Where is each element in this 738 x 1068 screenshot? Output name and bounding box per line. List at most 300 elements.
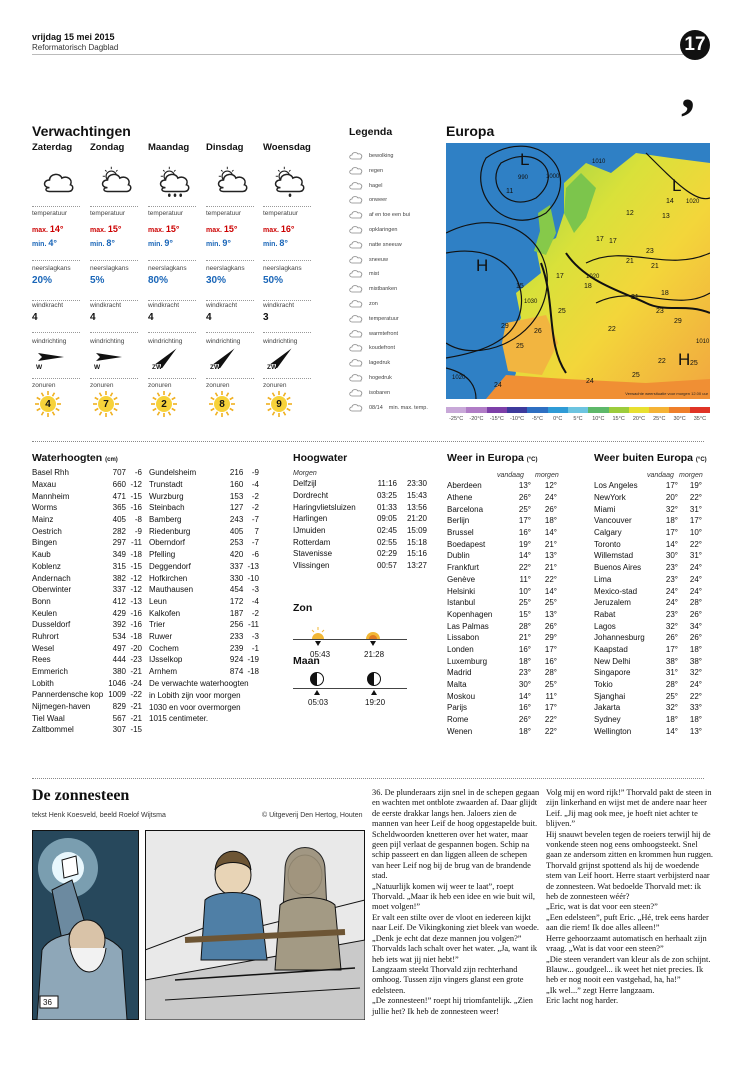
table-cell: Kaub: [32, 550, 51, 560]
table-cell: Harlingen: [293, 514, 328, 524]
weer-buiten-title-text: Weer buiten Europa: [594, 452, 693, 464]
forecast-day-name: Woensdag: [263, 142, 311, 153]
table-cell: -1: [251, 643, 259, 653]
table-cell: -20: [130, 643, 142, 653]
table-cell: Rotterdam: [293, 537, 331, 547]
table-row: [149, 572, 259, 584]
table-cell: 17°: [689, 516, 702, 526]
weer-buiten-title: [594, 452, 707, 464]
table-row: [149, 607, 259, 619]
table-row: [149, 584, 259, 596]
table-row: [32, 467, 142, 479]
wind-force-label: windkracht: [32, 302, 64, 309]
table-cell: Leun: [149, 596, 167, 606]
table-cell: Genève: [447, 574, 476, 584]
table-cell: 24°: [689, 586, 702, 596]
table-cell: Nijmegen-haven: [32, 702, 91, 712]
sun-shower-icon: [349, 210, 363, 220]
moonrise-time: 05:03: [308, 698, 329, 707]
sun-hours-value: 7: [103, 398, 109, 410]
table-cell: -23: [130, 655, 142, 665]
table-row: [447, 632, 561, 644]
legend-label: hagel: [369, 182, 383, 189]
scale-label: -25°C: [449, 416, 464, 422]
scale-swatch: [446, 407, 466, 413]
sun-rain-icon: [156, 164, 194, 198]
low-pressure-marker: L: [520, 150, 530, 169]
forecast-divider: [206, 378, 254, 379]
table-cell: Sydney: [594, 715, 621, 725]
legend-item: [349, 254, 388, 266]
page-number: 17: [680, 30, 710, 60]
scale-swatch: [507, 407, 527, 413]
table-cell: 24°: [544, 493, 557, 503]
story-paragraph: „Die steen verandert van kleur als de zon schijnt. Blauw... goudgeel... ik weet het niet precies. Ik heb er nog nooit een vastgehad, ha, ha!”: [546, 954, 711, 985]
table-row: [447, 655, 561, 667]
table-row: [594, 667, 706, 679]
isobar-label: 1030: [524, 299, 538, 305]
table-cell: 28°: [544, 668, 557, 678]
map-temperature-label: 24: [586, 378, 594, 385]
table-row: [447, 492, 561, 504]
story-paragraph: „Een edelsteen”, puft Eric. „Hé, trek eens harder aan die riem! Ik doe alles alleen!”: [546, 912, 709, 933]
table-cell: 16°: [544, 656, 557, 666]
isobar-label: 1000: [546, 174, 560, 180]
table-cell: -11: [131, 538, 142, 548]
table-cell: 22°: [544, 574, 557, 584]
table-cell: -18: [130, 631, 142, 641]
table-cell: 22°: [544, 715, 557, 725]
legend-label: mistbanken: [369, 286, 398, 293]
table-row: [594, 515, 706, 527]
table-cell: 567: [112, 713, 126, 723]
table-row: [447, 550, 561, 562]
isobar-label: 1020: [686, 199, 700, 205]
table-cell: 31°: [689, 551, 702, 561]
table-cell: IJmuiden: [293, 526, 326, 536]
table-cell: 17°: [665, 481, 678, 491]
story-paragraph: Thorvalds lach schalt over het water. „Ja, want ik heb iets wat jij niet hebt!”: [372, 944, 538, 964]
table-row: [293, 478, 439, 490]
table-cell: -2: [251, 608, 259, 618]
table-cell: 7: [254, 526, 259, 536]
table-cell: 22°: [544, 726, 557, 736]
note-line: De verwachte waterhoogten: [149, 679, 249, 689]
table-cell: 11°: [519, 574, 531, 584]
table-cell: 330: [229, 573, 244, 583]
comic-title: De zonnesteen: [32, 787, 130, 804]
comic-panel-2: [145, 830, 365, 1020]
table-cell: 28°: [689, 598, 702, 608]
scale-label: 10°C: [592, 416, 605, 422]
table-row: [447, 679, 561, 691]
table-row: [149, 514, 259, 526]
min-prefix: min.: [32, 241, 49, 248]
table-cell: Wellington: [594, 726, 632, 736]
section-separator: [32, 778, 704, 779]
table-row: [149, 549, 259, 561]
table-row: [32, 596, 142, 608]
table-cell: 256: [229, 620, 244, 630]
map-temperature-label: 14: [666, 198, 674, 205]
sun-hours-label: zonuren: [148, 382, 172, 389]
moonset-marker-icon: [371, 690, 377, 695]
table-cell: 10°: [518, 586, 531, 596]
table-row: [149, 619, 259, 631]
table-cell: -15: [130, 725, 142, 735]
story-paragraph: Herre gehoorzaamt automatisch en herhaalt zijn vraag. „Wat is dat voor een steen?”: [546, 933, 707, 954]
forecast-day-column: [206, 142, 262, 412]
table-row: [594, 690, 706, 702]
table-cell: 14°: [518, 691, 531, 701]
forecast-divider: [148, 206, 196, 207]
rain-chance-label: neerslagkans: [148, 265, 187, 272]
legend-label: min. max. temp.: [388, 404, 428, 411]
table-row: [594, 480, 706, 492]
table-cell: -13: [130, 596, 142, 606]
thunder-icon: [349, 195, 363, 205]
table-cell: 29°: [544, 633, 557, 643]
rain-chance-label: neerslagkans: [90, 265, 129, 272]
wind-direction-label: windrichting: [90, 338, 125, 345]
table-cell: Rome: [447, 715, 469, 725]
table-cell: Miami: [594, 504, 616, 514]
table-cell: 26°: [518, 715, 531, 725]
legend-label: isobaren: [369, 389, 391, 396]
table-cell: 18°: [665, 715, 678, 725]
table-cell: 23°: [665, 563, 678, 573]
table-cell: 15:16: [406, 549, 427, 559]
moonrise-icon: [310, 672, 324, 686]
table-cell: -19: [247, 655, 259, 665]
table-cell: Singapore: [594, 668, 631, 678]
table-cell: -21: [130, 713, 142, 723]
forecast-divider: [148, 378, 196, 379]
table-cell: Jakarta: [594, 703, 621, 713]
table-cell: Dublin: [447, 551, 470, 561]
table-cell: Berlijn: [447, 516, 470, 526]
comic-copyright: © Uitgeverij Den Hertog, Houten: [262, 812, 363, 819]
hail-icon: [349, 181, 363, 191]
wind-direction-label: windrichting: [32, 338, 67, 345]
forecast-divider: [90, 260, 138, 261]
table-cell: New Delhi: [594, 656, 631, 666]
table-cell: Parijs: [447, 703, 468, 713]
max-prefix: max.: [90, 227, 108, 234]
table-cell: 31°: [665, 668, 678, 678]
max-temperature: [263, 224, 295, 234]
min-temperature: [148, 238, 173, 248]
table-row: [447, 503, 561, 515]
table-cell: Londen: [447, 644, 474, 654]
table-row: [447, 562, 561, 574]
table-cell: 23°: [518, 668, 531, 678]
table-cell: 26°: [689, 609, 702, 619]
maan-title: Maan: [293, 655, 320, 667]
table-cell: Mannheim: [32, 491, 70, 501]
legend-item: [349, 194, 387, 206]
weer-buiten-header-today: vandaag: [647, 472, 674, 479]
wind-force-value: 3: [263, 312, 269, 323]
high-pressure-marker: H: [476, 256, 489, 275]
legend-item: [349, 239, 402, 251]
table-row: [149, 502, 259, 514]
map-temperature-label: 25: [516, 343, 524, 350]
table-cell: 497: [112, 643, 126, 653]
sun-hours-label: zonuren: [206, 382, 230, 389]
scale-label: 5°C: [573, 416, 583, 422]
table-cell: 412: [112, 596, 126, 606]
table-cell: -9: [251, 468, 259, 478]
legend-item: [349, 165, 383, 177]
forecast-divider: [148, 260, 196, 261]
map-temperature-label: 15: [516, 283, 524, 290]
map-temperature-label: 25: [558, 308, 566, 315]
table-cell: 337: [112, 585, 126, 595]
table-cell: 21°: [544, 539, 557, 549]
table-cell: -8: [134, 515, 142, 525]
forecast-divider: [90, 206, 138, 207]
table-cell: -6: [251, 550, 259, 560]
hoogwater-title: Hoogwater: [293, 452, 348, 464]
legend-item: [349, 372, 392, 384]
scale-swatch: [487, 407, 507, 413]
table-cell: Calgary: [594, 528, 622, 538]
table-cell: Kalkofen: [149, 608, 181, 618]
table-cell: Bamberg: [149, 515, 182, 525]
forecast-divider: [32, 260, 80, 261]
wind-force-label: windkracht: [263, 302, 295, 309]
waterhoogten-unit: (cm): [105, 457, 118, 463]
table-row: [293, 560, 439, 572]
rain-chance-label: neerslagkans: [263, 265, 302, 272]
high-pressure-marker: H: [678, 350, 691, 369]
table-row: [32, 701, 142, 713]
scale-label: 30°C: [673, 416, 686, 422]
min-prefix: min.: [206, 241, 223, 248]
sun-icon: [349, 299, 363, 309]
table-cell: -12: [130, 573, 142, 583]
temperature-scale-labels: [446, 416, 710, 422]
map-temperature-label: 21: [631, 294, 639, 301]
scale-swatch: [649, 407, 669, 413]
table-row: [293, 525, 439, 537]
table-row: [447, 725, 561, 737]
sun-cloud-icon: [349, 225, 363, 235]
min-temperature: [206, 238, 231, 248]
table-cell: 444: [112, 655, 126, 665]
table-cell: Ruwer: [149, 631, 173, 641]
min-prefix: min.: [263, 241, 280, 248]
map-temperature-label: 23: [646, 248, 654, 255]
table-row: [149, 666, 259, 678]
table-cell: Cochem: [149, 643, 179, 653]
forecast-day-column: [32, 142, 88, 412]
table-cell: 17°: [518, 516, 531, 526]
waterhoogten-title-text: Waterhoogten: [32, 452, 103, 464]
wind-force-value: 4: [148, 312, 154, 323]
europe-weather-map: [446, 143, 710, 399]
legend-label: natte sneeuw: [369, 241, 402, 248]
table-cell: 31°: [689, 504, 702, 514]
table-cell: -7: [251, 515, 259, 525]
table-cell: 30°: [665, 551, 678, 561]
forecast-weather-icon-wrap: [156, 164, 194, 198]
table-row: [594, 562, 706, 574]
table-row: [447, 644, 561, 656]
forecast-day-column: [263, 142, 319, 412]
scale-label: -20°C: [469, 416, 484, 422]
map-temperature-label: 29: [501, 323, 509, 330]
forecast-day-column: [148, 142, 204, 412]
table-row: [594, 503, 706, 515]
rain-icon: [349, 166, 363, 176]
scale-label: 20°C: [632, 416, 646, 422]
table-cell: -6: [134, 468, 142, 478]
moonrise-marker-icon: [314, 690, 320, 695]
table-row: [32, 642, 142, 654]
comic-panel-1: [32, 830, 139, 1020]
table-cell: Delfzijl: [293, 479, 317, 489]
table-cell: 349: [112, 550, 126, 560]
max-prefix: max.: [263, 227, 281, 234]
table-cell: 32°: [665, 703, 678, 713]
legend-label: hogedruk: [369, 375, 392, 381]
table-cell: 32°: [665, 621, 678, 631]
table-cell: Deggendorf: [149, 561, 191, 571]
scale-swatch: [588, 407, 608, 413]
table-row: [32, 479, 142, 491]
table-cell: Maxau: [32, 480, 57, 490]
table-row: [32, 514, 142, 526]
min-prefix: min.: [148, 241, 165, 248]
map-temperature-label: 26: [534, 328, 542, 335]
table-cell: -18: [130, 550, 142, 560]
table-cell: 32°: [665, 504, 678, 514]
story-paragraph: Langzaam steekt Thorvald zijn rechterhand omhoog. Tussen zijn vingers glanst een grote edelsteen.: [372, 964, 524, 995]
table-row: [32, 631, 142, 643]
table-cell: Los Angeles: [594, 481, 638, 491]
min-value: 8°: [106, 238, 115, 248]
sunrise-marker-icon: [315, 641, 321, 646]
table-cell: 25°: [544, 598, 557, 608]
table-cell: 12°: [544, 481, 557, 491]
table-cell: Helsinki: [447, 586, 476, 596]
table-cell: 17°: [544, 703, 557, 713]
table-cell: Trunstadt: [149, 480, 183, 490]
wind-direction-value: W: [94, 364, 101, 371]
max-temperature: [148, 224, 180, 234]
max-temperature: [206, 224, 238, 234]
table-cell: 15:43: [406, 491, 427, 501]
min-value: 8°: [279, 238, 288, 248]
forecast-title: Verwachtingen: [32, 123, 131, 139]
table-cell: Mauthausen: [149, 585, 194, 595]
table-row: [32, 537, 142, 549]
table-cell: 297: [112, 538, 126, 548]
table-cell: Boedapest: [447, 539, 486, 549]
table-cell: 187: [229, 608, 244, 618]
sun-hours-label: zonuren: [32, 382, 56, 389]
table-cell: Andernach: [32, 573, 71, 583]
legend-item: [349, 150, 393, 162]
table-cell: Worms: [32, 503, 58, 513]
table-cell: -12: [130, 480, 142, 490]
sun-cloud-icon: [214, 164, 252, 198]
story-paragraph: Er valt een stilte over de vloot en iedereen kijkt naar Leif. De Vikingkoning ziet bleek van woede. „Denk je echt dat deze mannen jou volgen?”: [372, 912, 540, 943]
table-cell: 1009: [108, 690, 126, 700]
story-column-1: [372, 788, 540, 1017]
temperature-label: temperatuur: [90, 210, 126, 217]
legend-label: bewolking: [369, 153, 394, 159]
table-cell: 15:09: [406, 526, 427, 536]
table-row: [447, 690, 561, 702]
table-cell: Steinbach: [149, 503, 185, 513]
max-prefix: max.: [32, 227, 50, 234]
newspaper-name: Reformatorisch Dagblad: [32, 43, 119, 52]
table-cell: 25°: [518, 598, 531, 608]
legend-title: Legenda: [349, 126, 393, 138]
zon-title: Zon: [293, 602, 313, 614]
wind-force-label: windkracht: [206, 302, 238, 309]
table-cell: 24°: [665, 598, 678, 608]
table-cell: -15: [130, 561, 142, 571]
legend-label: zon: [369, 301, 378, 307]
table-cell: 660: [112, 480, 126, 490]
table-cell: Pannerdensche kop: [32, 690, 104, 700]
table-row: [594, 538, 706, 550]
wind-force-value: 4: [206, 312, 212, 323]
table-row: [149, 654, 259, 666]
rain-chance-label: neerslagkans: [206, 265, 245, 272]
table-cell: 23:30: [406, 479, 427, 489]
scale-label: 15°C: [612, 416, 625, 422]
story-paragraph: „Ik wel...” zegt Herre langzaam.: [546, 985, 655, 995]
table-cell: Oberndorf: [149, 538, 186, 548]
table-cell: 392: [112, 620, 126, 630]
forecast-divider: [263, 300, 311, 301]
map-temperature-label: 18: [584, 283, 592, 290]
table-cell: 19°: [689, 481, 702, 491]
table-cell: 874: [229, 667, 244, 677]
map-temperature-label: 17: [609, 238, 617, 245]
rain-chance-value: 20%: [32, 275, 53, 286]
story-paragraph: Eric lacht nog harder.: [546, 996, 619, 1006]
legend-item: [349, 298, 378, 310]
table-row: [32, 607, 142, 619]
table-cell: 20°: [665, 493, 678, 503]
table-cell: 18°: [689, 644, 702, 654]
table-row: [594, 679, 706, 691]
table-cell: 1046: [108, 678, 126, 688]
table-cell: Madrid: [447, 668, 472, 678]
table-cell: -10: [247, 573, 259, 583]
table-row: [149, 631, 259, 643]
map-temperature-label: 12: [626, 210, 634, 217]
table-cell: -12: [130, 585, 142, 595]
table-cell: 23°: [665, 574, 678, 584]
max-value: 15°: [165, 224, 180, 234]
legend-item: [349, 342, 395, 354]
max-value: 14°: [49, 224, 64, 234]
table-cell: -21: [130, 667, 142, 677]
scale-label: 35°C: [693, 416, 707, 422]
rain-chance-value: 50%: [263, 275, 284, 286]
legend-label: lagedruk: [369, 360, 391, 367]
table-cell: Vancouver: [594, 516, 632, 526]
forecast-divider: [90, 332, 138, 333]
table-cell: Lagos: [594, 621, 616, 631]
